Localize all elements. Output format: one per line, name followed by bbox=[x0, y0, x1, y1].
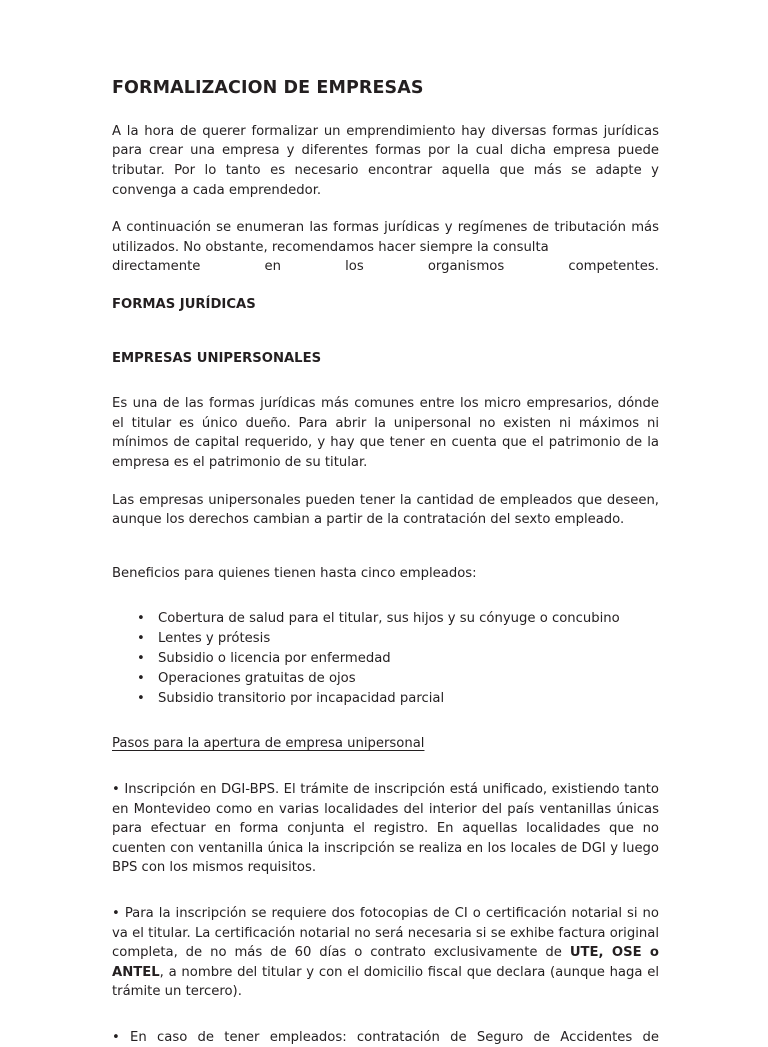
step-text: En caso de tener empleados: contratación de Seguro de Accidentes de bbox=[130, 1029, 659, 1045]
list-item bbox=[112, 689, 659, 709]
step-paragraph-3 bbox=[112, 1028, 659, 1047]
step-paragraph-1 bbox=[112, 780, 659, 878]
benefits-list bbox=[112, 609, 659, 708]
bullet-icon: • bbox=[137, 690, 145, 706]
spacer bbox=[112, 530, 659, 564]
list-item bbox=[112, 649, 659, 669]
spacer bbox=[112, 1002, 659, 1028]
second-paragraph-main: A continuación se enumeran las formas jurídicas y regímenes de tributación más utilizados. No obstante, recomendamos hacer siempre la consulta bbox=[112, 220, 659, 255]
step-text-bold: UTE, OSE o ANTEL bbox=[112, 945, 659, 980]
spacer bbox=[112, 708, 659, 734]
bullet-icon: • bbox=[112, 781, 120, 797]
page-title: FORMALIZACION DE EMPRESAS bbox=[112, 78, 424, 98]
bullet-icon: • bbox=[137, 631, 145, 647]
list-item-label: Cobertura de salud para el titular, sus hijos y su cónyuge o concubino bbox=[158, 611, 620, 627]
step-text-after: , a nombre del titular y con el domicilio fiscal que declara (aunque haga el trámite un tercero). bbox=[112, 964, 659, 1000]
spacer bbox=[112, 315, 659, 349]
list-item-label: Lentes y prótesis bbox=[158, 631, 271, 647]
heading-empresas-unipersonales: EMPRESAS UNIPERSONALES bbox=[112, 350, 322, 366]
list-item bbox=[112, 669, 659, 689]
intro-paragraph: A la hora de querer formalizar un emprendimiento hay diversas formas jurídicas para crear una empresa y diferentes formas por la cual dicha empresa puede tributar. Por lo tanto es necesario encontrar aquella que más se adapte y convenga a cada emprendedor. bbox=[112, 123, 659, 198]
list-item-label: Subsidio o licencia por enfermedad bbox=[158, 650, 391, 666]
step-text-before: Para la inscripción se requiere dos fotocopias de CI o certificación notarial si no va el titular. La certificación notarial no será necesaria si se exhibe factura original completa, de no más de 60 días o contrato exclusivamente de bbox=[112, 905, 659, 961]
bullet-icon: • bbox=[112, 1029, 120, 1045]
benefits-intro: Beneficios para quienes tienen hasta cinco empleados: bbox=[112, 565, 477, 581]
list-item bbox=[112, 609, 659, 629]
heading-formas-juridicas: FORMAS JURÍDICAS bbox=[112, 297, 256, 313]
second-paragraph-last-line: directamente en los organismos competentes. bbox=[112, 259, 659, 275]
step-paragraph-2 bbox=[112, 904, 659, 1002]
bullet-icon: • bbox=[112, 905, 120, 921]
step-text: Inscripción en DGI-BPS. El trámite de inscripción está unificado, existiendo tanto en Montevideo como en varias localidades del interior del país ventanillas únicas para efectuar en forma conjunta el registro. En aquellas localidades que no cuenten con ventanilla única la inscripción se realiza en los locales de DGI y luego BPS con los mismos requisitos. bbox=[112, 781, 659, 876]
document-content bbox=[112, 78, 659, 1047]
spacer bbox=[112, 754, 659, 780]
bullet-icon: • bbox=[137, 650, 145, 666]
bullet-icon: • bbox=[137, 611, 145, 627]
bullet-icon: • bbox=[137, 670, 145, 686]
spacer bbox=[112, 878, 659, 904]
spacer bbox=[112, 368, 659, 394]
unipersonales-paragraph-1: Es una de las formas jurídicas más comunes entre los micro empresarios, dónde el titular es único dueño. Para abrir la unipersonal no existen ni máximos ni mínimos de capital requerido, y hay que tener en cuenta que el patrimonio de la empresa es el patrimonio de su titular. bbox=[112, 396, 659, 470]
list-item-label: Operaciones gratuitas de ojos bbox=[158, 670, 356, 686]
list-item-label: Subsidio transitorio por incapacidad parcial bbox=[158, 690, 445, 706]
list-item bbox=[112, 629, 659, 649]
steps-heading: Pasos para la apertura de empresa unipersonal bbox=[112, 736, 425, 752]
spacer bbox=[112, 583, 659, 609]
second-paragraph bbox=[112, 218, 659, 277]
unipersonales-paragraph-2: Las empresas unipersonales pueden tener la cantidad de empleados que deseen, aunque los derechos cambian a partir de la contratación del sexto empleado. bbox=[112, 492, 659, 528]
